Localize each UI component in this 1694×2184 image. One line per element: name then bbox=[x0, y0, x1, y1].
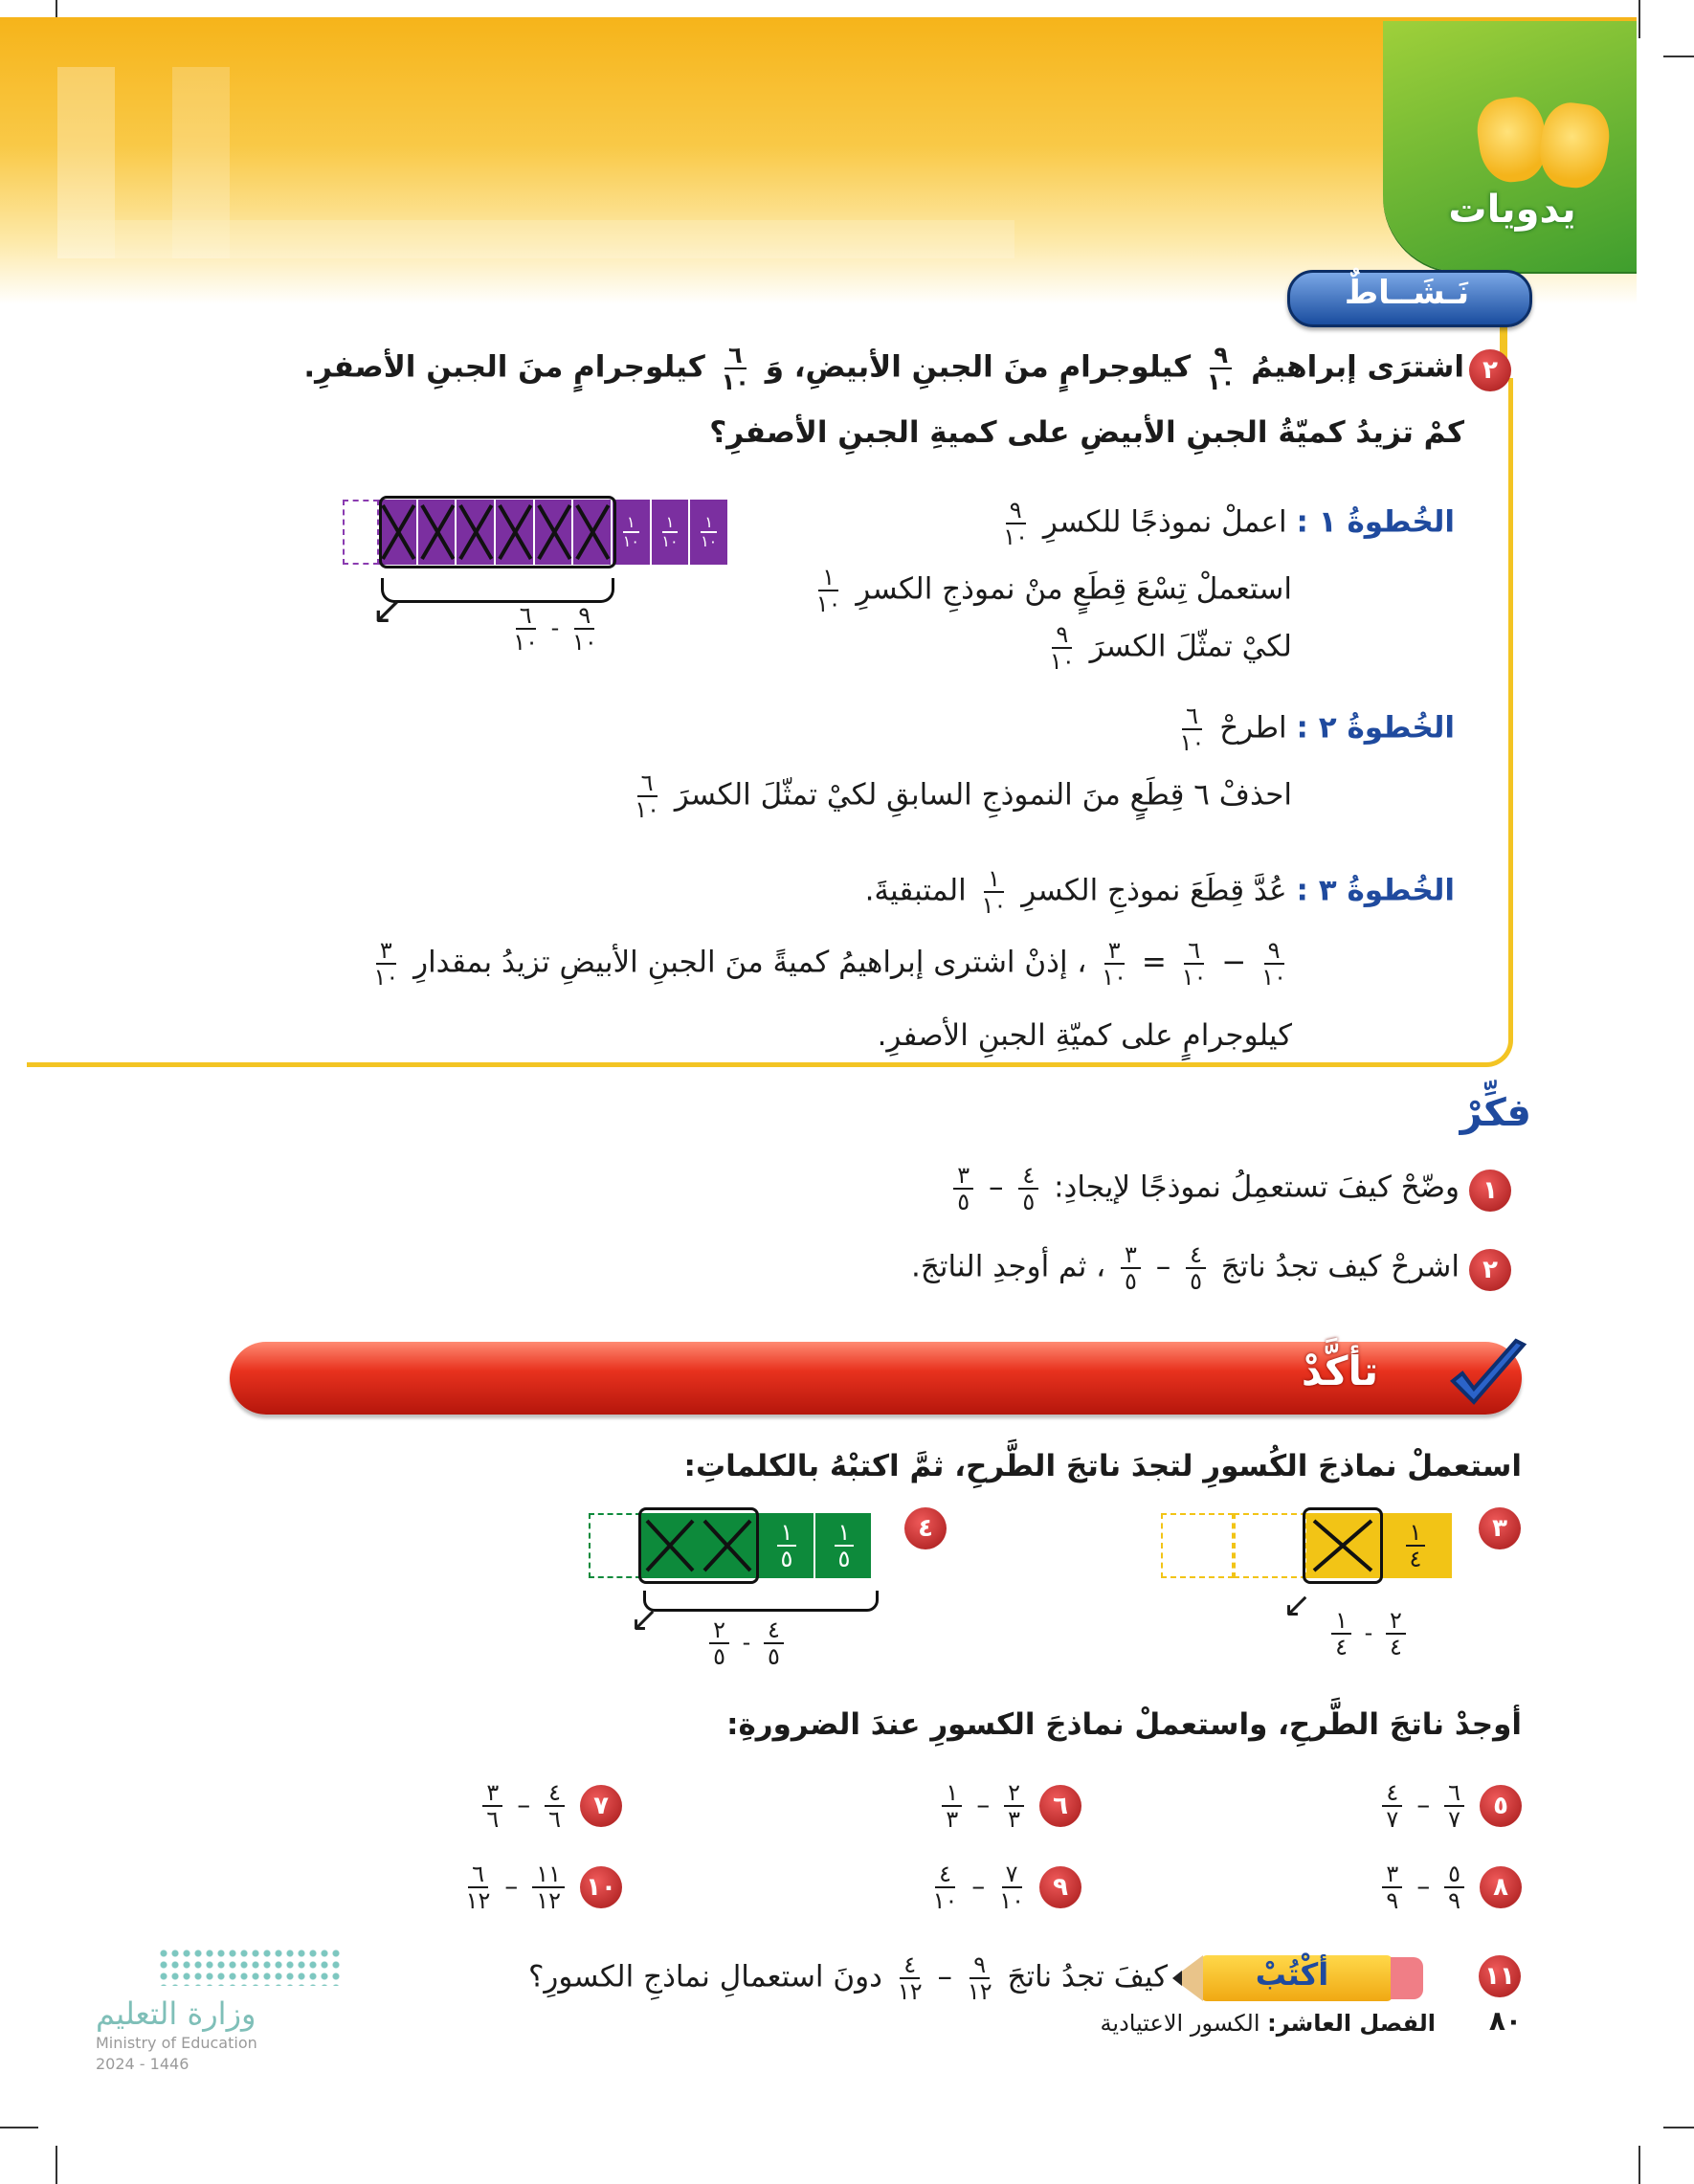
exercise-number: ١١ bbox=[1479, 1955, 1521, 1997]
crop-mark bbox=[56, 2146, 57, 2184]
model-main bbox=[343, 496, 731, 568]
problem-number: ٢ bbox=[1469, 349, 1511, 391]
page-number: ٨٠ bbox=[1488, 2005, 1522, 2037]
model-ex3-caption: $\frac{٢}{٤}$ - $\frac{١}{٤}$ bbox=[1316, 1608, 1421, 1660]
ministry-logo bbox=[158, 1948, 340, 1986]
think-title: فكِّرْ bbox=[1460, 1091, 1531, 1135]
step1-line2: لكيْ تمثّلَ الكسرَ $\frac{٩}{١٠}$ bbox=[1049, 621, 1292, 675]
step3-line2: كيلوجرامٍ على كميّةِ الجبنِ الأصفرِ. bbox=[877, 1018, 1292, 1053]
exercise-item: ٧ $\frac{٤}{٦}$ – $\frac{٣}{٦}$ bbox=[459, 1780, 622, 1832]
step3-label: الخُطوةُ ٣ : bbox=[1296, 873, 1455, 908]
crossed-group-outline bbox=[1303, 1507, 1383, 1584]
exercise-item: ١٠ $\frac{١١}{١٢}$ – $\frac{٦}{١٢}$ bbox=[459, 1861, 622, 1913]
green-cell: $\frac{١}{٥}$ bbox=[756, 1513, 815, 1578]
chapter-line: الفصل العاشر: الكسور الاعتيادية bbox=[1100, 2010, 1436, 2037]
exercise-item: ٨ $\frac{٥}{٩}$ – $\frac{٣}{٩}$ bbox=[1359, 1861, 1522, 1913]
step2-title: الخُطوةُ ٢ : اطرحْ $\frac{٦}{١٠}$ bbox=[1179, 702, 1455, 756]
think-item-2: اشرحْ كيف تجدُ ناتجَ $\frac{٤}{٥}$ – $\frac{٣}{٥}$ ، ثم أوجدِ الناتجَ. bbox=[910, 1241, 1460, 1295]
step1-title: الخُطوةُ ١ : اعملْ نموذجًا للكسرِ $\frac{٩}{١٠}$ bbox=[1003, 497, 1455, 550]
exercise-number: ٧ bbox=[580, 1785, 622, 1827]
write-badge: أكْتُبْ bbox=[1255, 1956, 1329, 1993]
banner-mosaic bbox=[57, 67, 1014, 258]
dashed-empty-cell bbox=[1234, 1513, 1306, 1578]
exercise-item: ٦ $\frac{٢}{٣}$ – $\frac{١}{٣}$ bbox=[919, 1780, 1081, 1832]
exercise-grid bbox=[459, 1780, 1512, 1933]
check-instruction-1: استعملْ نماذجَ الكُسورِ لتجدَ ناتجَ الطَّرحِ، ثمَّ اكتبْهُ بالكلماتِ: bbox=[683, 1449, 1522, 1483]
dashed-empty-cell bbox=[589, 1513, 641, 1578]
crop-mark bbox=[1663, 56, 1694, 57]
checkmark-icon bbox=[1445, 1335, 1531, 1421]
exercise-number: ٥ bbox=[1480, 1785, 1522, 1827]
exercise-number: ٦ bbox=[1039, 1785, 1081, 1827]
exercise-item: ٩ $\frac{٧}{١٠}$ – $\frac{٤}{١٠}$ bbox=[919, 1861, 1081, 1913]
think-item-number: ٢ bbox=[1469, 1249, 1511, 1291]
model-ex4-caption: $\frac{٤}{٥}$ - $\frac{٢}{٥}$ bbox=[694, 1617, 799, 1669]
model-main-arrow: ↙ bbox=[371, 589, 404, 633]
model-ex4 bbox=[589, 1507, 876, 1584]
purple-cell: $\frac{١}{١٠}$ bbox=[652, 500, 691, 565]
dashed-empty-cell bbox=[1161, 1513, 1234, 1578]
activity-label: نَـشَــاطٌ bbox=[1344, 274, 1470, 312]
model-ex4-brace bbox=[643, 1591, 879, 1612]
step3-line1: $\frac{٩}{١٠}$ − $\frac{٦}{١٠}$ = $\frac{٣}{١٠}$ ، إذنْ اشترى إبراهيمُ كميةً منَ الجبنِ الأبيضِ تزيدُ بمقدارِ $\frac{٣}{١٠}$ bbox=[373, 937, 1286, 991]
think-item-number: ١ bbox=[1469, 1170, 1511, 1212]
green-cell: $\frac{١}{٥}$ bbox=[814, 1513, 873, 1578]
crop-mark bbox=[1663, 2127, 1694, 2128]
model-main-brace bbox=[381, 578, 614, 603]
problem-line2: كمْ تزيدُ كميّةُ الجبنِ الأبيضِ على كميةِ الجبنِ الأصفرِ؟ bbox=[709, 415, 1464, 450]
model-ex3-arrow: ↙ bbox=[1282, 1586, 1312, 1625]
crossed-group-outline bbox=[638, 1507, 759, 1584]
exercise-number: ٣ bbox=[1479, 1507, 1521, 1549]
crop-mark bbox=[1638, 0, 1640, 38]
model-main-caption: $\frac{٩}{١٠}$ - $\frac{٦}{١٠}$ bbox=[513, 602, 597, 656]
dashed-empty-cell bbox=[343, 500, 379, 565]
step2-line1: احذفْ ٦ قِطَعٍ منَ النموذجِ السابقِ لكيْ تمثّلَ الكسرَ $\frac{٦}{١٠}$ bbox=[635, 769, 1292, 823]
crossed-group-outline bbox=[379, 496, 616, 568]
exercise-number: ٩ bbox=[1039, 1866, 1081, 1908]
crop-mark bbox=[1638, 2146, 1640, 2184]
ministry-name-ar: وزارة التعليم bbox=[96, 1995, 256, 2032]
purple-cell: $\frac{١}{١٠}$ bbox=[690, 500, 729, 565]
exercise-number: ٤ bbox=[904, 1507, 947, 1549]
model-ex3 bbox=[1161, 1507, 1448, 1584]
check-instruction-2: أوجدْ ناتجَ الطَّرحِ، واستعملْ نماذجَ الكسورِ عندَ الضرورةِ: bbox=[726, 1707, 1522, 1742]
ministry-name-en: Ministry of Education bbox=[96, 2034, 257, 2052]
purple-cell: $\frac{١}{١٠}$ bbox=[613, 500, 652, 565]
write-prompt: كيفَ تجدُ ناتجَ $\frac{٩}{١٢}$ – $\frac{٤}{١٢}$ دونَ استعمالِ نماذجِ الكسورِ؟ bbox=[527, 1951, 1168, 2005]
crop-mark bbox=[0, 2127, 38, 2128]
model-ex4-arrow: ↙ bbox=[630, 1600, 659, 1639]
step2-label: الخُطوةُ ٢ : bbox=[1296, 710, 1455, 746]
step1-label: الخُطوةُ ١ : bbox=[1296, 504, 1455, 540]
yellow-cell: $\frac{١}{٤}$ bbox=[1379, 1513, 1452, 1578]
step1-line1: استعملْ تِسْعَ قِطَعٍ منْ نموذجِ الكسرِ $\frac{١}{١٠}$ bbox=[815, 564, 1292, 617]
exercise-number: ١٠ bbox=[580, 1866, 622, 1908]
exercise-item: ٥ $\frac{٦}{٧}$ – $\frac{٤}{٧}$ bbox=[1359, 1780, 1522, 1832]
exercise-number: ٨ bbox=[1480, 1866, 1522, 1908]
tab-label: يدويات bbox=[1448, 188, 1576, 232]
step3-title: الخُطوةُ ٣ : عُدَّ قِطَعَ نموذجِ الكسرِ $\frac{١}{١٠}$ المتبقيةَ. bbox=[864, 865, 1455, 919]
ministry-year: 2024 - 1446 bbox=[96, 2055, 189, 2073]
think-item-1: وضّحْ كيفَ تستعمِلُ نموذجًا لإيجادِ: $\frac{٤}{٥}$ – $\frac{٣}{٥}$ bbox=[861, 1163, 1460, 1215]
check-label: تأكَّدْ bbox=[1301, 1348, 1379, 1394]
problem-line1: اشترَى إبراهيمُ $\frac{٩}{١٠}$ كيلوجرامٍ منَ الجبنِ الأبيضِ، وَ $\frac{٦}{١٠}$ كيلوجرامٍ منَ الجبنِ الأصفرِ. bbox=[303, 342, 1464, 395]
